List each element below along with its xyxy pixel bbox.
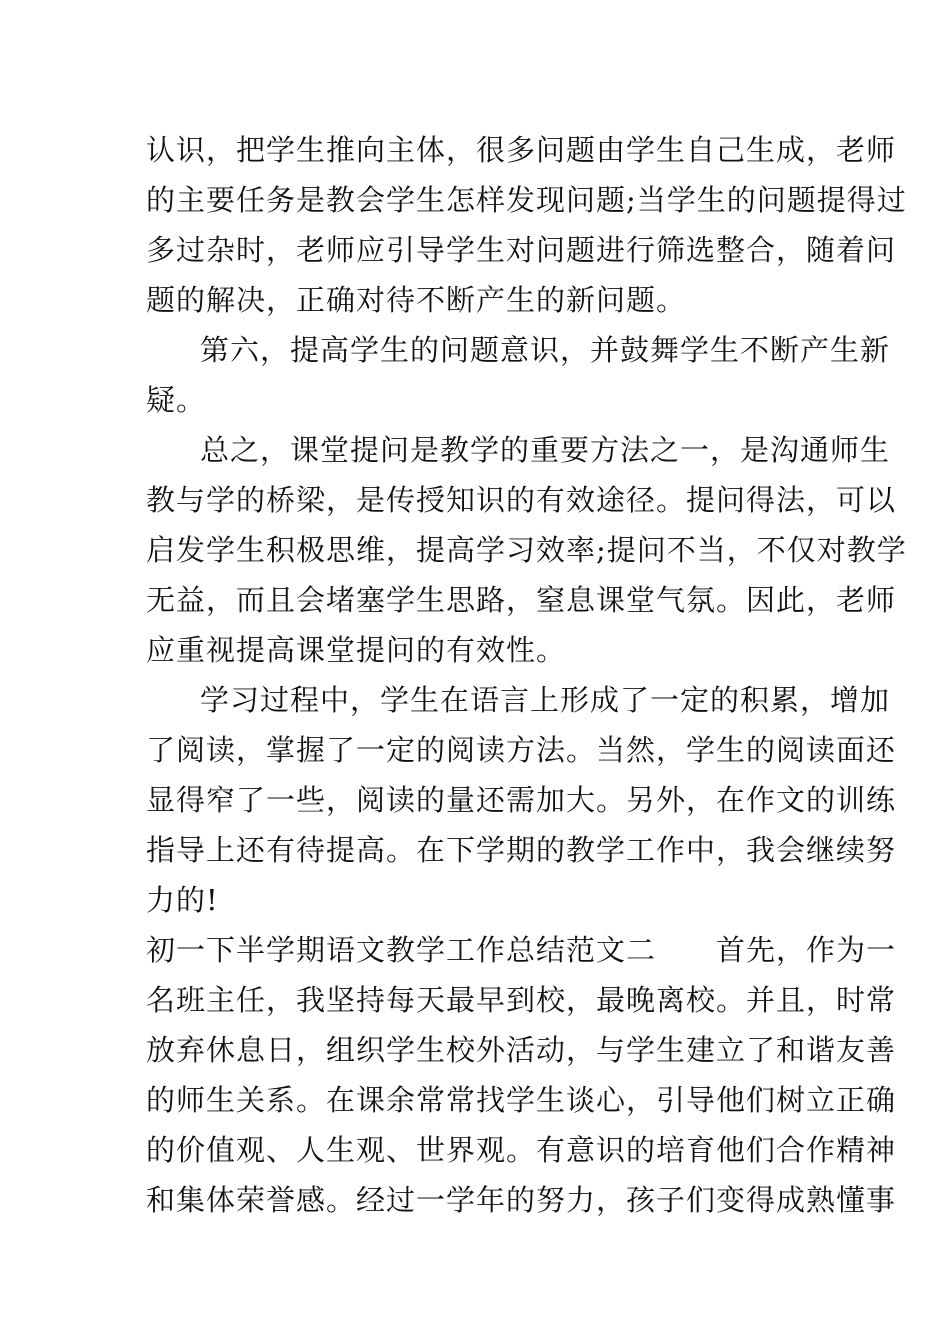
text-line: 认识，把学生推向主体，很多问题由学生自己生成，老师 bbox=[146, 133, 897, 167]
text-line: 的师生关系。在课余常常找学生谈心，引导他们树立正确 bbox=[146, 1083, 897, 1117]
text-line: 疑。 bbox=[146, 383, 207, 417]
text-line: 无益，而且会堵塞学生思路，窒息课堂气氛。因此，老师 bbox=[146, 583, 897, 617]
text-line: 显得窄了一些，阅读的量还需加大。另外，在作文的训练 bbox=[146, 783, 897, 817]
text-line: 题的解决，正确对待不断产生的新问题。 bbox=[146, 283, 687, 317]
text-line: 教与学的桥梁，是传授知识的有效途径。提问得法，可以 bbox=[146, 483, 897, 517]
paragraph-first-line: 总之，课堂提问是教学的重要方法之一，是沟通师生 bbox=[200, 433, 891, 467]
text-line: 和集体荣誉感。经过一学年的努力，孩子们变得成熟懂事 bbox=[146, 1183, 897, 1217]
text-line: 名班主任，我坚持每天最早到校，最晚离校。并且，时常 bbox=[146, 983, 897, 1017]
text-line: 放弃休息日，组织学生校外活动，与学生建立了和谐友善 bbox=[146, 1033, 897, 1067]
section-heading-line: 初一下半学期语文教学工作总结范文二 首先，作为一 bbox=[146, 933, 897, 967]
text-line: 力的! bbox=[146, 883, 219, 917]
text-line: 多过杂时，老师应引导学生对问题进行筛选整合，随着问 bbox=[146, 233, 897, 267]
text-line: 了阅读，掌握了一定的阅读方法。当然，学生的阅读面还 bbox=[146, 733, 897, 767]
text-line: 指导上还有待提高。在下学期的教学工作中，我会继续努 bbox=[146, 833, 897, 867]
paragraph-first-line: 学习过程中，学生在语言上形成了一定的积累，增加 bbox=[200, 683, 891, 717]
text-line: 的价值观、人生观、世界观。有意识的培育他们合作精神 bbox=[146, 1133, 897, 1167]
text-line: 应重视提高课堂提问的有效性。 bbox=[146, 633, 567, 667]
paragraph-first-line: 第六，提高学生的问题意识，并鼓舞学生不断产生新 bbox=[200, 333, 891, 367]
text-line: 的主要任务是教会学生怎样发现问题;当学生的问题提得过 bbox=[146, 183, 907, 217]
text-line: 启发学生积极思维，提高学习效率;提问不当，不仅对教学 bbox=[146, 533, 907, 567]
